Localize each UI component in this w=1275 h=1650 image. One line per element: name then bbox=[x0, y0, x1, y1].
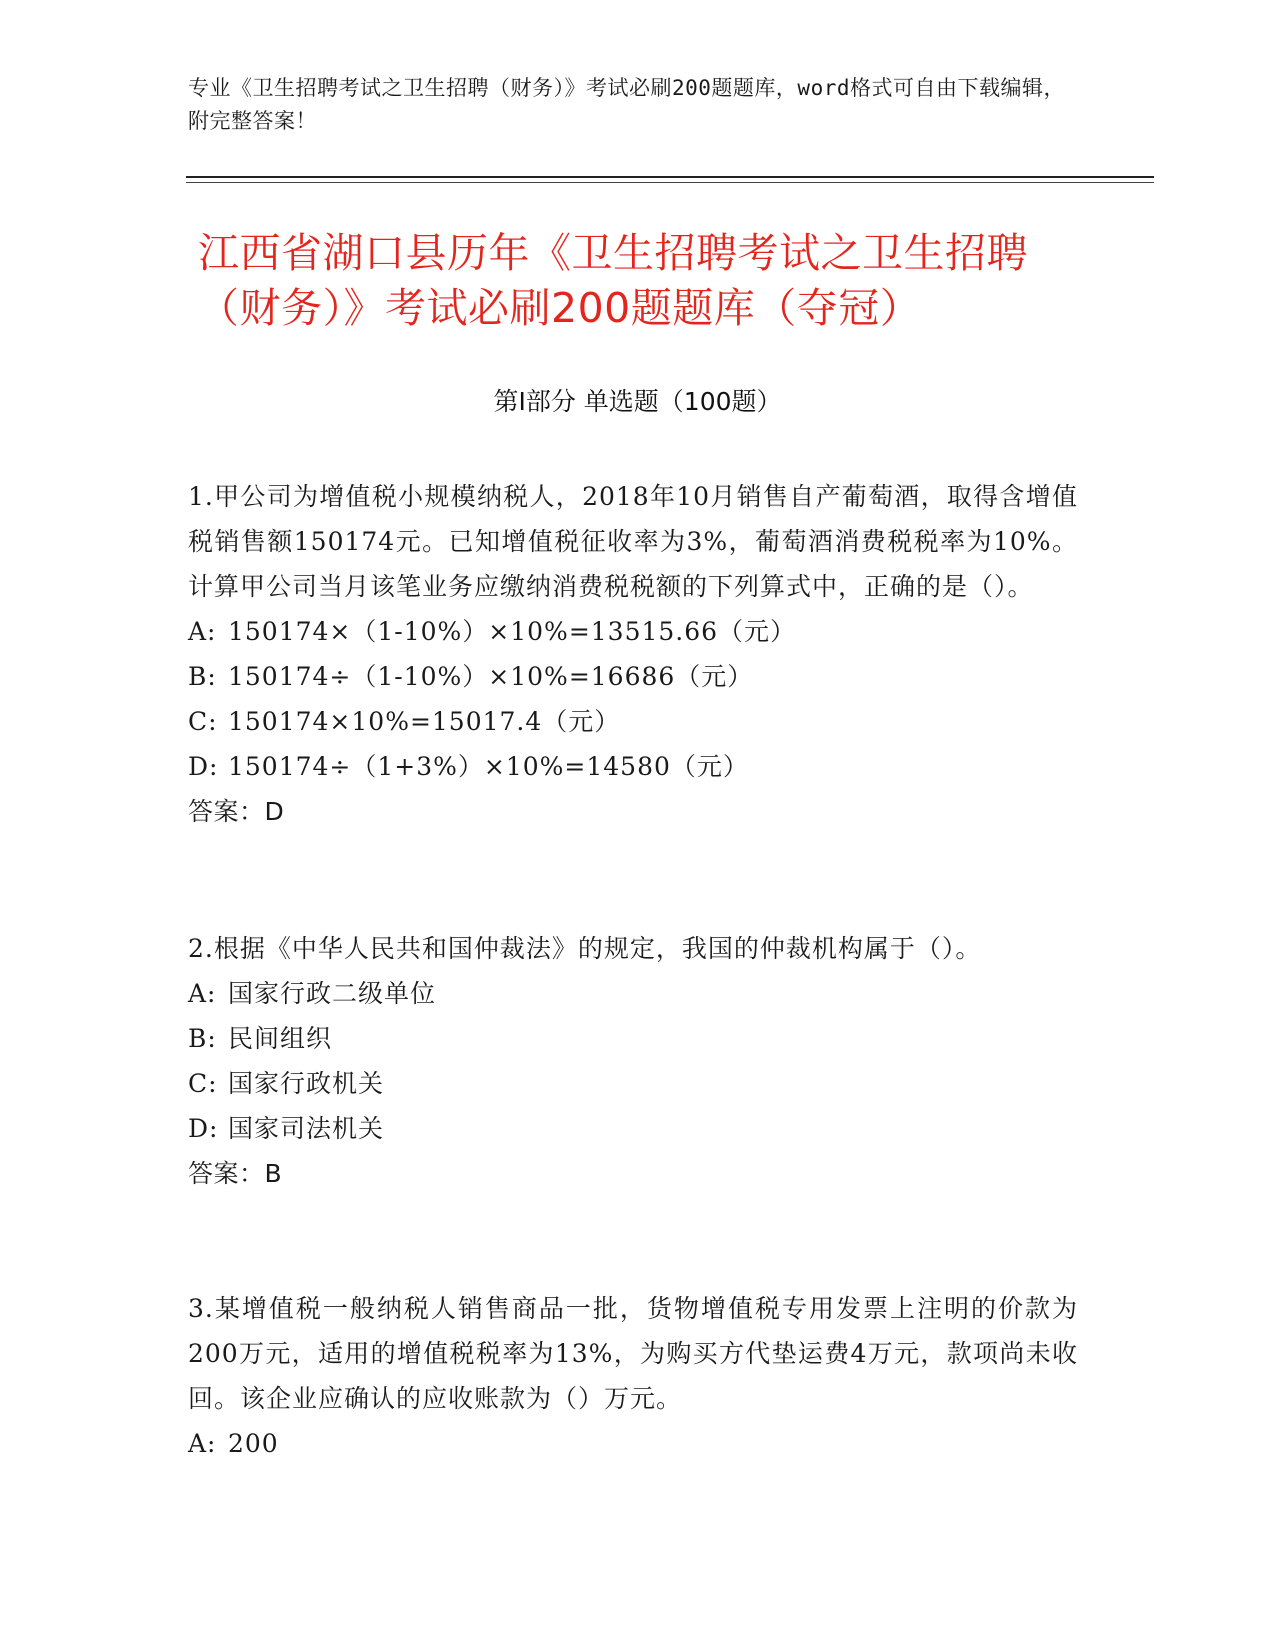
header-note: 专业《卫生招聘考试之卫生招聘（财务）》考试必刷200题题库，word格式可自由下载编辑，附完整答案！ bbox=[188, 76, 1065, 133]
option-letter: A: bbox=[188, 979, 217, 1008]
option-text: 150174×（1-10%）×10%=13515.66（元） bbox=[228, 617, 797, 646]
option-letter: D: bbox=[188, 1114, 219, 1143]
question-2 bbox=[188, 926, 1078, 1196]
option-a bbox=[188, 971, 1078, 1016]
option-text: 国家行政二级单位 bbox=[228, 979, 437, 1008]
answer-line: 答案：B bbox=[188, 1159, 283, 1188]
option-letter: B: bbox=[188, 662, 217, 691]
option-a bbox=[188, 609, 1078, 654]
header-divider-thin bbox=[186, 182, 1154, 183]
option-text: 150174÷（1+3%）×10%=14580（元） bbox=[228, 752, 749, 781]
option-b bbox=[188, 1016, 1078, 1061]
option-letter: C: bbox=[188, 1069, 218, 1098]
document-title: 江西省湖口县历年《卫生招聘考试之卫生招聘（财务）》考试必刷200题题库（夺冠） bbox=[198, 229, 1028, 332]
option-text: 150174×10%=15017.4（元） bbox=[228, 707, 621, 736]
question-stem: 2.根据《中华人民共和国仲裁法》的规定，我国的仲裁机构属于（）。 bbox=[188, 934, 982, 963]
section-heading: 第I部分 单选题（100题） bbox=[493, 387, 782, 416]
option-text: 国家司法机关 bbox=[228, 1114, 385, 1143]
option-letter: D: bbox=[188, 752, 219, 781]
option-letter: B: bbox=[188, 1024, 217, 1053]
question-1 bbox=[188, 474, 1078, 834]
option-c bbox=[188, 1061, 1078, 1106]
option-letter: C: bbox=[188, 707, 218, 736]
option-c bbox=[188, 699, 1078, 744]
option-text: 民间组织 bbox=[228, 1024, 333, 1053]
option-text: 国家行政机关 bbox=[228, 1069, 385, 1098]
question-3 bbox=[188, 1286, 1078, 1466]
option-a bbox=[188, 1421, 1078, 1466]
option-text: 200 bbox=[228, 1429, 279, 1458]
header-divider-thick bbox=[186, 176, 1154, 178]
option-d bbox=[188, 744, 1078, 789]
option-letter: A: bbox=[188, 1429, 217, 1458]
option-letter: A: bbox=[188, 617, 217, 646]
option-d bbox=[188, 1106, 1078, 1151]
answer-line: 答案：D bbox=[188, 797, 285, 826]
option-text: 150174÷（1-10%）×10%=16686（元） bbox=[228, 662, 754, 691]
question-stem: 3.某增值税一般纳税人销售商品一批，货物增值税专用发票上注明的价款为200万元，适用的增值税税率为13%，为购买方代垫运费4万元，款项尚未收回。该企业应确认的应收账款为（）万元。 bbox=[188, 1294, 1078, 1413]
question-stem: 1.甲公司为增值税小规模纳税人，2018年10月销售自产葡萄酒，取得含增值税销售额150174元。已知增值税征收率为3%，葡萄酒消费税税率为10%。计算甲公司当月该笔业务应缴纳消费税税额的下列算式中，正确的是（）。 bbox=[188, 482, 1078, 601]
option-b bbox=[188, 654, 1078, 699]
